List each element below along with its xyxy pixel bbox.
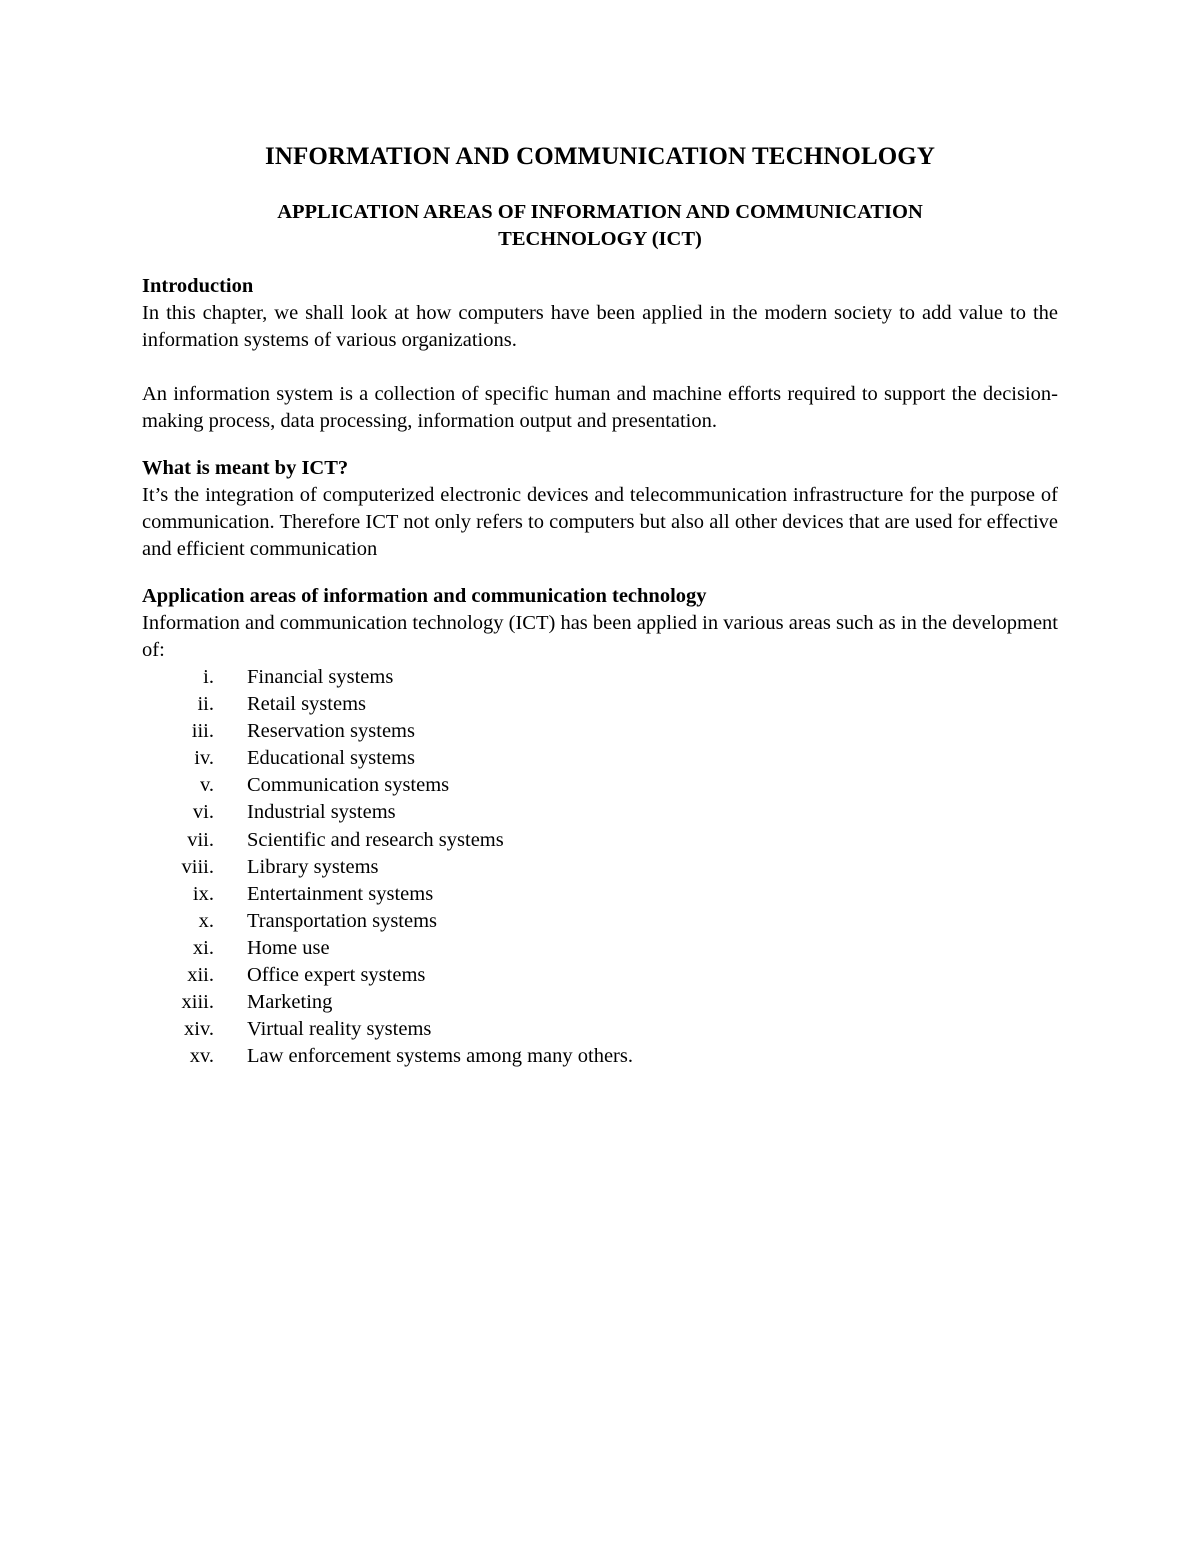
list-item-text: Law enforcement systems among many others. [247, 1045, 633, 1068]
list-item-numeral: iv. [194, 747, 214, 770]
list-item [142, 772, 1058, 799]
list-item [142, 962, 1058, 989]
document-page [142, 140, 1058, 1070]
list-item-numeral: v. [199, 774, 214, 797]
list-item [142, 935, 1058, 962]
introduction-paragraph-1: In this chapter, we shall look at how computers have been applied in the modern society to add value to the information systems of various organizations. [142, 302, 1058, 351]
list-item-numeral: xi. [192, 936, 214, 959]
introduction-paragraph-2: An information system is a collection of specific human and machine efforts required to support the decision-making process, data processing, information output and presentation. [142, 383, 1058, 432]
document-subtitle [142, 199, 1058, 253]
application-areas-heading: Application areas of information and communication technology [142, 585, 707, 607]
list-item-numeral: i. [203, 666, 214, 688]
list-item-numeral: viii. [181, 855, 214, 878]
list-item [142, 664, 1058, 691]
list-item [142, 881, 1058, 908]
list-item-text: Virtual reality systems [247, 1018, 432, 1041]
list-item-text: Transportation systems [247, 909, 438, 932]
list-item-text: Communication systems [247, 774, 450, 797]
ict-definition-paragraph: It’s the integration of computerized electronic devices and telecommunication infrastructure for the purpose of communication. Therefore ICT not only refers to computers but also all other devices that are used for effective and efficient communication [142, 484, 1058, 560]
list-item [142, 691, 1058, 718]
introduction-heading: Introduction [142, 275, 254, 297]
list-item-numeral: iii. [191, 720, 214, 743]
list-item [142, 799, 1058, 826]
list-item-text: Educational systems [247, 747, 415, 770]
list-item [142, 1043, 1058, 1070]
list-item-text: Reservation systems [247, 720, 415, 743]
list-item [142, 908, 1058, 935]
list-item-numeral: xiii. [181, 991, 214, 1014]
list-item [142, 745, 1058, 772]
application-areas-section [142, 583, 1058, 1070]
list-item [142, 827, 1058, 854]
list-item-text: Marketing [247, 991, 333, 1014]
list-item [142, 718, 1058, 745]
list-item-numeral: ii. [197, 693, 214, 716]
list-item-numeral: vii. [187, 828, 214, 851]
list-item-text: Financial systems [247, 666, 394, 688]
list-item-numeral: x. [198, 909, 214, 932]
list-item-text: Entertainment systems [247, 882, 434, 905]
ict-definition-heading: What is meant by ICT? [142, 457, 349, 479]
list-item [142, 989, 1058, 1016]
list-item-text: Scientific and research systems [247, 828, 504, 851]
list-item-numeral: xv. [189, 1045, 214, 1068]
document-title: INFORMATION AND COMMUNICATION TECHNOLOGY [265, 143, 935, 170]
list-item [142, 854, 1058, 881]
subtitle-line-1: APPLICATION AREAS OF INFORMATION AND COMMUNICATION [277, 201, 923, 223]
list-item-text: Industrial systems [247, 801, 396, 824]
list-item-numeral: xii. [187, 964, 214, 987]
list-item-text: Retail systems [247, 693, 367, 716]
list-item [142, 1016, 1058, 1043]
introduction-section [142, 273, 1058, 435]
list-item-text: Home use [247, 936, 330, 959]
list-item-numeral: xiv. [184, 1018, 214, 1041]
list-item-text: Office expert systems [247, 964, 426, 987]
application-areas-list [142, 664, 1058, 1070]
subtitle-line-2: TECHNOLOGY (ICT) [498, 228, 702, 250]
list-item-numeral: vi. [192, 801, 214, 824]
list-item-text: Library systems [247, 855, 379, 878]
ict-definition-section [142, 455, 1058, 563]
application-areas-intro: Information and communication technology (ICT) has been applied in various areas such as in the development of: [142, 612, 1058, 661]
list-item-numeral: ix. [192, 882, 214, 905]
